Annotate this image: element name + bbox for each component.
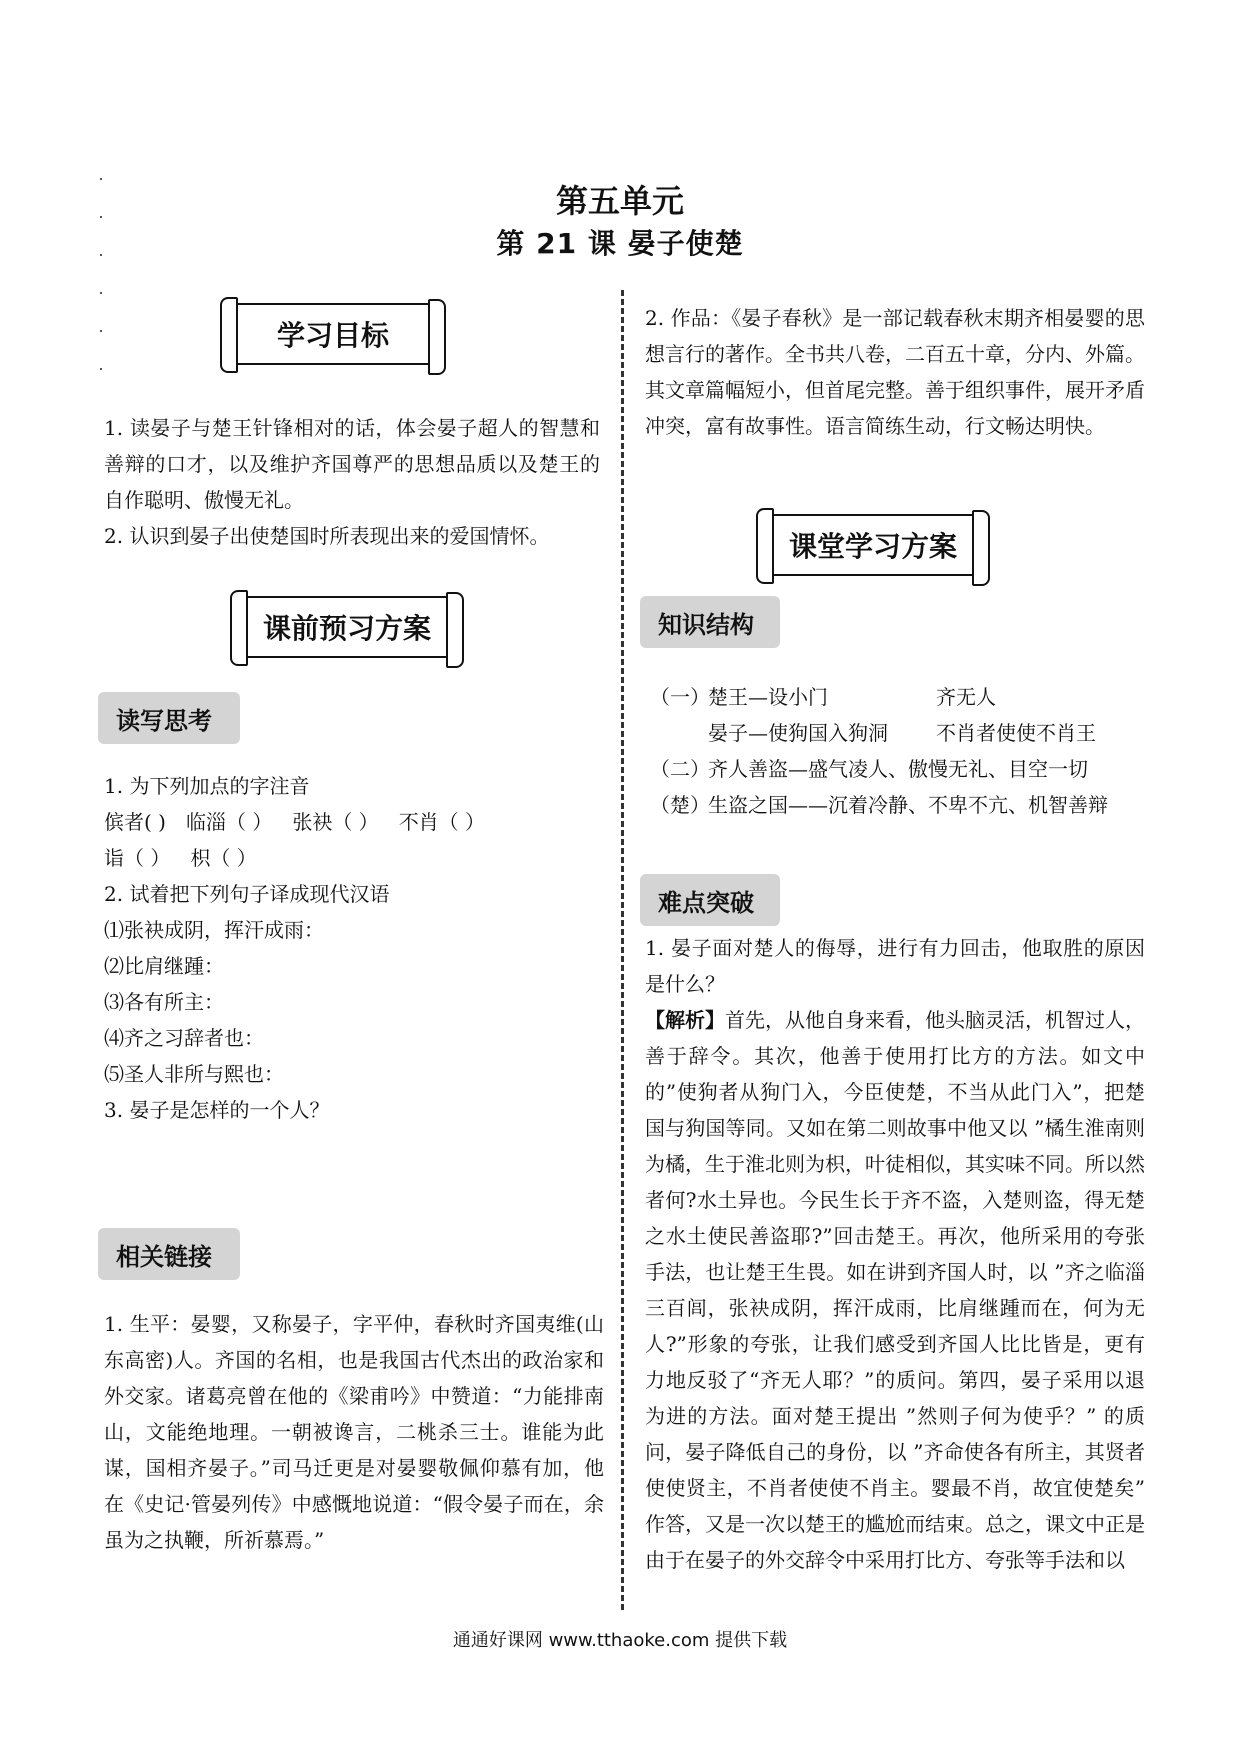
- q1-row-2: [104, 840, 604, 876]
- structure-row: [650, 751, 1150, 787]
- structure-cell: 不肖者使使不肖王: [936, 721, 1096, 745]
- class-banner-label: 课堂学习方案: [788, 530, 957, 563]
- structure-cell: 齐无人: [936, 685, 996, 709]
- structure-cell: 齐人善盗—盛气凌人、傲慢无礼、目空一切: [708, 757, 1088, 781]
- q1-row-1: [104, 804, 604, 840]
- q2-item: ⑴张袂成阴，挥汗成雨：: [104, 918, 324, 942]
- q3: 3. 晏子是怎样的一个人？: [104, 1098, 330, 1122]
- goals-list: [104, 410, 600, 554]
- q2-item: ⑸圣人非所与熙也：: [104, 1062, 284, 1086]
- structure-cell: 楚王—设小门: [708, 685, 828, 709]
- structure-cell: （二）: [650, 757, 710, 781]
- related-links-tag: 相关链接: [98, 1228, 240, 1280]
- footer-source: 通通好课网 www.tthaoke.com 提供下载: [452, 1630, 788, 1651]
- column-divider: [621, 290, 624, 1610]
- goal-item: 2. 认识到晏子出使楚国时所表现出来的爱国情怀。: [104, 524, 550, 548]
- structure-row: [650, 679, 1150, 715]
- goal-item: 1. 读晏子与楚王针锋相对的话，体会晏子超人的智慧和善辩的口才，以及维护齐国尊严的思想品质以及楚王的自作聪明、傲慢无礼。: [104, 416, 600, 512]
- preview-questions: [104, 768, 604, 1128]
- difficulty-question: 1. 晏子面对楚人的侮辱，进行有力回击，他取胜的原因是什么？: [645, 936, 1145, 996]
- q2-item: ⑵比肩继踵：: [104, 954, 224, 978]
- difficulty-tag: 难点突破: [640, 874, 780, 926]
- q2-title: 2. 试着把下列句子译成现代汉语: [104, 882, 390, 906]
- q1-blank: 枳（ ）: [190, 846, 257, 870]
- knowledge-structure-tag: 知识结构: [640, 596, 780, 648]
- q1-blank: 张袂（ ）: [292, 810, 379, 834]
- q1-blank: 临淄（ ）: [185, 810, 273, 834]
- structure-cell: 生盗之国——沉着冷静、不卑不亢、机智善辩: [708, 793, 1108, 817]
- read-write-tag: 读写思考: [98, 692, 240, 744]
- biography-text: 1. 生平：晏婴，又称晏子，字平仲，春秋时齐国夷维(山东高密)人。齐国的名相，也是我国古代杰出的政治家和外交家。诸葛亮曾在他的《梁甫吟》中赞道：“力能排南山，文能绝地理。一朝被谗言，二桃杀三士。谁能为此谋，国相齐晏子。”司马迁更是对晏婴敬佩仰慕有加，他在《史记·管晏列传》中感慨地说道：“假令晏子而在，余虽为之执鞭，所祈慕焉。”: [104, 1312, 604, 1552]
- preview-banner-label: 课前预习方案: [262, 612, 431, 645]
- structure-row: [650, 787, 1150, 823]
- knowledge-structure: [650, 679, 1150, 823]
- structure-cell: 晏子—使狗国入狗洞: [708, 721, 888, 745]
- q1-blank: 傧者( ): [104, 810, 166, 834]
- q1-blank: 不肖（ ）: [398, 810, 486, 834]
- q1-blank: 诣（ ）: [104, 846, 171, 870]
- structure-cell: （一）: [650, 685, 710, 709]
- q1-title: 1. 为下列加点的字注音: [104, 774, 310, 798]
- structure-cell: [650, 715, 708, 751]
- difficulty-answer: [645, 1002, 1145, 1578]
- analysis-text: 首先，从他自身来看，他头脑灵活，机智过人，善于辞令。其次，他善于使用打比方的方法。如文中的”使狗者从狗门入，今臣使楚，不当从此门入”，把楚国与狗国等同。又如在第二则故事中他又以 ”橘生淮南则为橘，生于淮北则为枳，叶徒相似，其实味不同。所以然者何?水土异也。今民生长于齐不盗，入楚则盗，得无楚之水土使民善盗耶?”回击楚王。再次，他所采用的夸张手法，也让楚王生畏。如在讲到齐国人时，以 ”齐之临淄三百闾，张袂成阴，挥汗成雨，比肩继踵而在，何为无人?”形象的夸张，让我们感受到齐国人比比皆是，更有力地反驳了“齐无人耶？”的质问。第四，晏子采用以退为进的方法。面对楚王提出 ”然则子何为使乎？” 的质问，晏子降低自己的身份，以 ”齐命使各有所主，其贤者使使贤主，不肖者使使不肖主。婴最不肖，故宜使楚矣” 作答，又是一次以楚王的尴尬而结束。总之，课文中正是由于在晏子的外交辞令中采用打比方、夸张等手法和以: [645, 1008, 1145, 1572]
- structure-cell: （楚）: [650, 793, 710, 817]
- unit-title: 第五单元: [555, 182, 684, 220]
- goals-banner-label: 学习目标: [276, 319, 389, 352]
- class-banner: [764, 514, 982, 576]
- goals-banner: [228, 303, 438, 365]
- q2-item: ⑶各有所主：: [104, 990, 224, 1014]
- analysis-label: 【解析】: [645, 1008, 725, 1032]
- q2-item: ⑷齐之习辞者也：: [104, 1026, 264, 1050]
- works-text: 2. 作品：《晏子春秋》是一部记载春秋末期齐相晏婴的思想言行的著作。全书共八卷，二百五十章，分内、外篇。其文章篇幅短小，但首尾完整。善于组织事件，展开矛盾冲突，富有故事性。语言简练生动，行文畅达明快。: [645, 306, 1145, 438]
- preview-banner: [238, 596, 456, 658]
- lesson-title: 第 21 课 晏子使楚: [496, 227, 744, 260]
- difficulty-analysis: [645, 930, 1145, 1578]
- structure-row: [650, 715, 1150, 751]
